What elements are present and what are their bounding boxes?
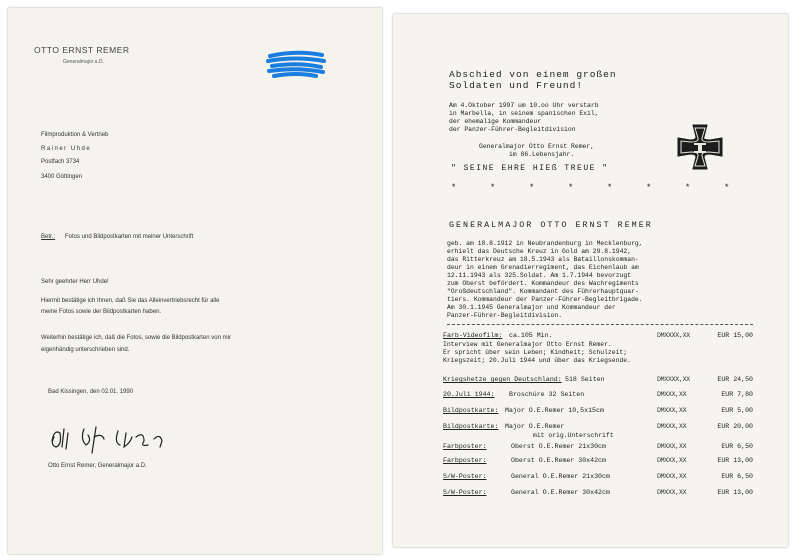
price-row	[443, 489, 753, 500]
place-date: Bad Kissingen, den 02.01. 1990	[48, 389, 134, 395]
price-row	[443, 443, 753, 454]
item-price: EUR 24,50	[717, 376, 753, 383]
letterhead-rank: Generalmajor a.D.	[63, 59, 104, 65]
body-line: meine Fotos sowie der Bildpostkarten haben.	[41, 309, 162, 315]
price-row	[443, 376, 753, 387]
flyer-title: Soldaten und Freund!	[449, 80, 584, 91]
item-label: Kriegshetze gegen Deutschland:	[443, 376, 562, 383]
obituary-line: in Marbella, in seinem spanischen Exil,	[449, 110, 599, 117]
star: *	[568, 183, 574, 193]
item-price: EUR 6,50	[721, 473, 753, 480]
item-desc: General O.E.Remer 30x42cm	[511, 489, 610, 496]
old-price: DMXXX,XX	[657, 407, 687, 414]
item-label: Farbposter:	[443, 457, 487, 464]
address-line: 3400 Göttingen	[41, 174, 83, 180]
signature-name: Otto Ernst Remer, Generalmajor a.D.	[48, 463, 147, 469]
price-row	[443, 407, 753, 418]
flyer-page	[393, 14, 788, 547]
star: *	[451, 183, 457, 193]
item-price: EUR 13,00	[717, 457, 753, 464]
star: *	[646, 183, 652, 193]
bio-line: zum Oberst befördert. Kommandeur des Wachregiments	[447, 280, 639, 287]
item-desc: Major O.E.Remer	[505, 423, 565, 430]
bio-line: erhielt das Deutsche Kreuz in Gold am 29.8.1942,	[447, 248, 632, 255]
old-price: DMXXX,XX	[657, 457, 687, 464]
old-price: DMXXX,XX	[657, 391, 687, 398]
video-line: Interview mit Generalmajor Otto Ernst Remer.	[443, 341, 612, 348]
dashed-divider	[447, 324, 753, 325]
item-price: EUR 15,00	[717, 332, 753, 339]
address-line: Rainer Uhde	[41, 146, 92, 152]
video-line: Er spricht über sein Leben; Kindheit; Schulzeit;	[443, 349, 628, 356]
star: *	[490, 183, 496, 193]
item-desc: General O.E.Remer 21x30cm	[511, 473, 610, 480]
flyer-title: Abschied von einem großen	[449, 69, 617, 80]
item-desc: ca.105 Min.	[509, 332, 553, 339]
obituary-line: der ehemalige Kommandeur	[449, 118, 542, 125]
item-desc: Major O.E.Remer 10,5x15cm	[505, 407, 604, 414]
greeting: Sehr geehrter Herr Uhde!	[41, 279, 109, 285]
name-line: im 86.Lebensjahr.	[509, 151, 575, 158]
letterhead-name: OTTO ERNST REMER	[34, 45, 130, 55]
item-price: EUR 6,50	[721, 443, 753, 450]
subject-label: Betr.:	[41, 234, 56, 240]
price-row	[443, 391, 753, 402]
body-line: Hiermit bestätige ich Ihnen, daß Sie das Alleinvertriebsrecht für alle	[41, 298, 220, 304]
motto: " SEINE EHRE HIEß TREUE "	[451, 164, 609, 173]
address-line: Postfach 3734	[41, 159, 80, 165]
bio-line: das Ritterkreuz am 18.5.1943 als Bataillonskomman-	[447, 256, 639, 263]
bio-line: geb. am 18.8.1912 in Neubrandenburg in Mecklenburg,	[447, 240, 643, 247]
item-label: Farb-Videofilm:	[443, 332, 503, 339]
star: *	[529, 183, 535, 193]
bio-line: Panzer-Führer-Begleitdivision.	[447, 312, 563, 319]
old-price: DMXXX,XX	[657, 443, 687, 450]
old-price: DMXXX,XX	[657, 473, 687, 480]
bio-line: Am 30.1.1945 Generalmajor und Kommandeur der	[447, 304, 616, 311]
star: *	[607, 183, 613, 193]
old-price: DMXXXX,XX	[657, 376, 690, 383]
star: *	[724, 183, 730, 193]
item-desc: Oberst O.E.Remer 30x42cm	[511, 457, 606, 464]
item-label: Bildpostkarte:	[443, 407, 499, 414]
redaction-scribble	[266, 50, 328, 80]
obituary-line: der Panzer-Führer-Begleitdivision	[449, 126, 576, 133]
item-label: Bildpostkarte:	[443, 423, 499, 430]
video-line: Kriegszeit; 20.Juli 1944 und über das Kriegsende.	[443, 357, 631, 364]
item-desc: Oberst O.E.Remer 21x30cm	[511, 443, 606, 450]
bio-line: 12.11.1943 als 325.Soldat. Am 1.7.1944 bevorzugt	[447, 272, 632, 279]
item-price: EUR 5,00	[721, 407, 753, 414]
bio-line: "Großdeutschland". Kommandant des Führerhauptquar-	[447, 288, 639, 295]
star: *	[685, 183, 691, 193]
price-row	[443, 473, 753, 484]
old-price: DMXXX,XX	[657, 423, 687, 430]
item-desc: Broschüre 32 Seiten	[509, 391, 585, 398]
old-price: DMXXXX,XX	[657, 332, 690, 339]
handwritten-signature	[48, 423, 188, 455]
name-line: Generalmajor Otto Ernst Remer,	[479, 143, 595, 150]
body-line: Weiterhin bestätige ich, daß die Fotos, sowie die Bildpostkarten von mir	[41, 335, 231, 341]
item-label: S/W-Poster:	[443, 473, 487, 480]
letter-page	[8, 8, 382, 554]
bio-line: tiers. Kommandeur der Panzer-Führer-Begleitbrigade.	[447, 296, 643, 303]
item-label: 20.Juli 1944:	[443, 391, 495, 398]
old-price: DMXXX,XX	[657, 489, 687, 496]
bio-heading: GENERALMAJOR OTTO ERNST REMER	[449, 220, 653, 230]
item-label: S/W-Poster:	[443, 489, 487, 496]
item-desc-extra: mit orig.Unterschrift	[533, 432, 614, 439]
item-desc: 518 Seiten	[565, 376, 605, 383]
item-price: EUR 20,00	[717, 423, 753, 430]
item-price: EUR 7,80	[721, 391, 753, 398]
subject-text: Fotos und Bildpostkarten mit meiner Unterschrift	[65, 234, 194, 240]
item-label: Farbposter:	[443, 443, 487, 450]
iron-cross-icon	[675, 122, 725, 172]
address-line: Filmproduktion & Vertrieb	[41, 132, 109, 138]
price-row	[443, 457, 753, 468]
item-price: EUR 13,00	[717, 489, 753, 496]
body-line: eigenhändig unterschrieben sind.	[41, 347, 130, 353]
obituary-line: Am 4.Oktober 1997 um 10.oo Uhr verstarb	[449, 102, 599, 109]
bio-line: deur in einem Grenadierregiment, das Eichenlaub am	[447, 264, 639, 271]
